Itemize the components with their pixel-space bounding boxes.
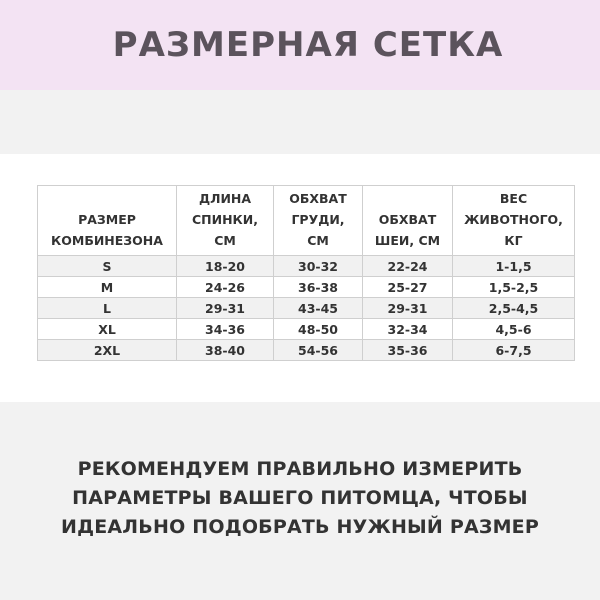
table-cell: S: [38, 256, 177, 277]
table-cell: XL: [38, 319, 177, 340]
table-row: [38, 319, 575, 340]
table-cell: 18-20: [177, 256, 274, 277]
table-cell: 6-7,5: [453, 340, 575, 361]
column-header-neck: ОБХВАТ ШЕИ, СМ: [363, 186, 453, 256]
table-cell: 32-34: [363, 319, 453, 340]
table-cell: 22-24: [363, 256, 453, 277]
table-cell: M: [38, 277, 177, 298]
table-cell: 29-31: [363, 298, 453, 319]
measurement-recommendation: РЕКОМЕНДУЕМ ПРАВИЛЬНО ИЗМЕРИТЬ ПАРАМЕТРЫ ВАШЕГО ПИТОМЦА, ЧТОБЫ ИДЕАЛЬНО ПОДОБРАТЬ НУЖНЫЙ РАЗМЕР: [61, 458, 539, 538]
table-cell: 54-56: [274, 340, 363, 361]
column-header-weight: ВЕС ЖИВОТНОГО, КГ: [453, 186, 575, 256]
table-cell: 36-38: [274, 277, 363, 298]
table-row: [38, 277, 575, 298]
page-title: РАЗМЕРНАЯ СЕТКА: [112, 25, 504, 65]
table-cell: 1,5-2,5: [453, 277, 575, 298]
table-cell: 35-36: [363, 340, 453, 361]
size-table-container: [37, 185, 574, 361]
table-cell: 24-26: [177, 277, 274, 298]
table-row: [38, 298, 575, 319]
column-header-back-length: ДЛИНА СПИНКИ, СМ: [177, 186, 274, 256]
table-row: [38, 340, 575, 361]
table-cell: 38-40: [177, 340, 274, 361]
table-cell: 1-1,5: [453, 256, 575, 277]
size-table: [37, 185, 575, 361]
column-header-size: РАЗМЕР КОМБИНЕЗОНА: [38, 186, 177, 256]
table-header-row: [38, 186, 575, 256]
table-cell: 34-36: [177, 319, 274, 340]
header-band: [0, 0, 600, 90]
table-cell: 4,5-6: [453, 319, 575, 340]
column-header-chest: ОБХВАТ ГРУДИ, СМ: [274, 186, 363, 256]
table-cell: 29-31: [177, 298, 274, 319]
table-cell: 48-50: [274, 319, 363, 340]
table-row: [38, 256, 575, 277]
table-cell: 2XL: [38, 340, 177, 361]
table-cell: 30-32: [274, 256, 363, 277]
top-divider-band: [0, 90, 600, 154]
table-cell: 25-27: [363, 277, 453, 298]
table-cell: 2,5-4,5: [453, 298, 575, 319]
table-cell: L: [38, 298, 177, 319]
table-cell: 43-45: [274, 298, 363, 319]
